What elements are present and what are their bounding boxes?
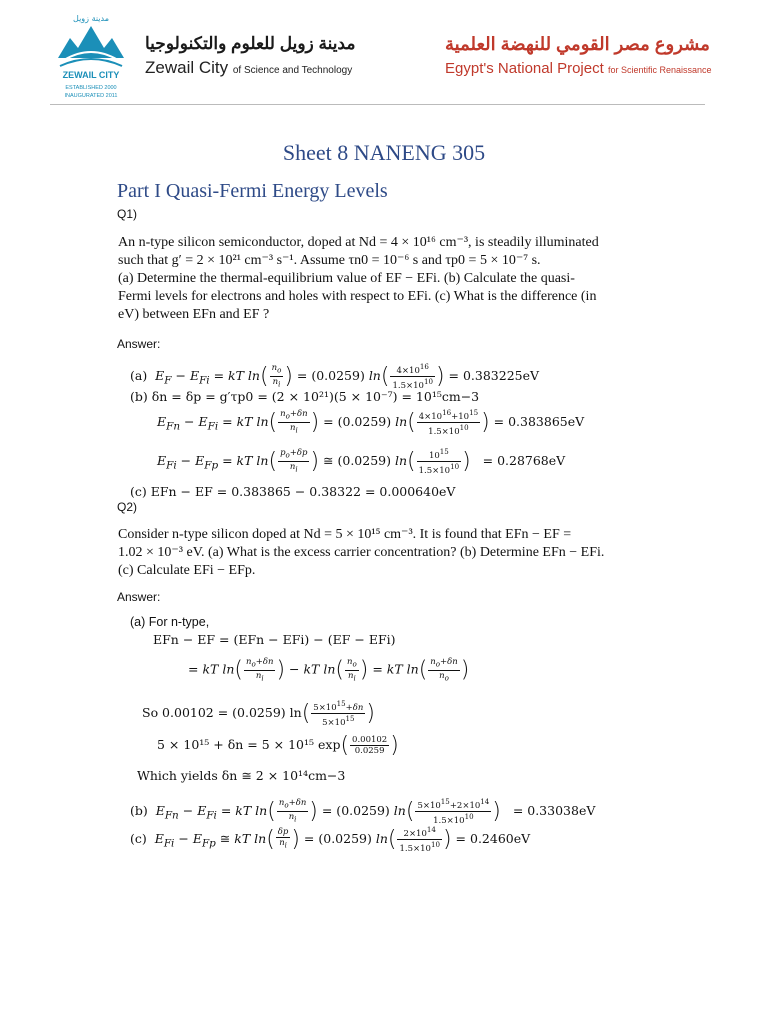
q2-label: Q2) [117, 500, 138, 514]
q2-answer-c: (c) $E_{Fi} - E_{Fp}$ ≅ kT ln( $\frac{\delta p}{n_i}$ ) = (0.0259) ln( $\frac{2\times 10^{14}}{1.5\times 10^{10}}$ ) = 0.2460eV [130, 825, 531, 854]
logo-established: ESTABLISHED 2000 [65, 85, 117, 91]
q2-answer-yields: Which yields δn ≅ 2 × 10¹⁴cm−3 [137, 768, 346, 783]
project-english-name: Egypt's National Project for Scientific Renaissance [445, 60, 712, 77]
q2-answer-a-intro: (a) For n-type, [130, 615, 210, 629]
q2-answer-a-line2: = kT ln( $\frac{n_o+\delta n}{n_i}$ ) − kT ln( $\frac{n_o}{n_i}$ ) = kT ln( $\frac{n_o+\delta n}{n_o}$ ) [188, 657, 470, 683]
logo-arabic-text: مدينة زويل [73, 14, 109, 23]
zewail-city-logo [50, 8, 132, 100]
q1-answer-b-efn: $E_{Fn} - E_{Fi}$ = kT ln( $\frac{n_o+\delta n}{n_i}$ ) = (0.0259) ln( $\frac{4\times 10^{16}+10^{15}}{1.5\times 10^{10}}$ ) = 0.383865eV [157, 408, 585, 437]
logo-inaugurated: INAUGURATED 2011 [64, 93, 118, 99]
q1-answer-label: Answer: [117, 337, 161, 351]
q2-answer-so: So 0.00102 = (0.0259) ln( $\frac{5\times 10^{15}+\delta n}{5\times 10^{15}}$ ) [142, 699, 375, 728]
q1-answer-c: (c) EFn − EF = 0.383865 − 0.38322 = 0.000640eV [130, 484, 456, 499]
q1-answer-b-line1: (b) δn = δp = g′τp0 = (2 × 10²¹)(5 × 10⁻⁷) = 10¹⁵cm−3 [130, 389, 480, 404]
q1-answer-a: (a) $E_F - E_{Fi}$ = kT ln( $\frac{n_o}{n_i}$ ) = (0.0259) ln( $\frac{4\times 10^{16}}{1.5\times 10^{10}}$ ) = 0.383225eV [130, 362, 540, 391]
q2-answer-exp: 5 × 10¹⁵ + δn = 5 × 10¹⁵ exp( $\frac{0.00102}{0.0259}$ ) [157, 733, 399, 758]
q1-answer-b-efp: $E_{Fi} - E_{Fp}$ = kT ln( $\frac{p_o+\delta p}{n_i}$ ) ≅ (0.0259) ln( $\frac{10^{15}}{1.5\times 10^{10}}$ ) = 0.28768eV [157, 447, 566, 476]
logo-wordmark: ZEWAIL CITY [62, 70, 120, 80]
q2-text: Consider n-type silicon doped at Nd = 5 × 10¹⁵ cm⁻³. It is found that EFn − EF = 1.02 × 10⁻³ eV. (a) What is the excess carrier concentration? (b) Determine EFn − EFi. (c) Calculate EFi − EFp. [118, 527, 605, 578]
project-arabic-name: مشروع مصر القومي للنهضة العلمية [445, 34, 710, 54]
q2-answer-b: (b) $E_{Fn} - E_{Fi}$ = kT ln( $\frac{n_o+\delta n}{n_i}$ ) = (0.0259) ln( $\frac{5\times 10^{15}+2\times 10^{14}}{1.5\times 10^{10}}$ ) = 0.33038eV [130, 797, 596, 826]
q2-answer-a-line1: EFn − EF = (EFn − EFi) − (EF − EFi) [153, 632, 396, 647]
sheet-title: Sheet 8 NANENG 305 [282, 140, 486, 165]
q2-answer-label: Answer: [117, 590, 161, 604]
q1-text: An n-type silicon semiconductor, doped at Nd = 4 × 10¹⁶ cm⁻³, is steadily illuminated such that g′ = 2 × 10²¹ cm⁻³ s⁻¹. Assume τn0 = 10⁻⁶ s and τp0 = 5 × 10⁻⁷ s. (a) Determine the thermal-equilibrium value of EF − EFi. (b) Calculate the quasi- Fermi levels for electrons and holes with respect to EFi. (c) What is the difference (in eV) between EFn and EF ? [118, 235, 599, 322]
part-heading: Part I Quasi-Fermi Energy Levels [117, 180, 388, 202]
q1-label: Q1) [117, 207, 138, 221]
zewail-arabic-name: مدينة زويل للعلوم والتكنولوجيا [145, 34, 356, 53]
header-divider [50, 104, 705, 105]
zewail-english-name: Zewail City of Science and Technology [145, 58, 353, 77]
page-header [0, 0, 768, 110]
